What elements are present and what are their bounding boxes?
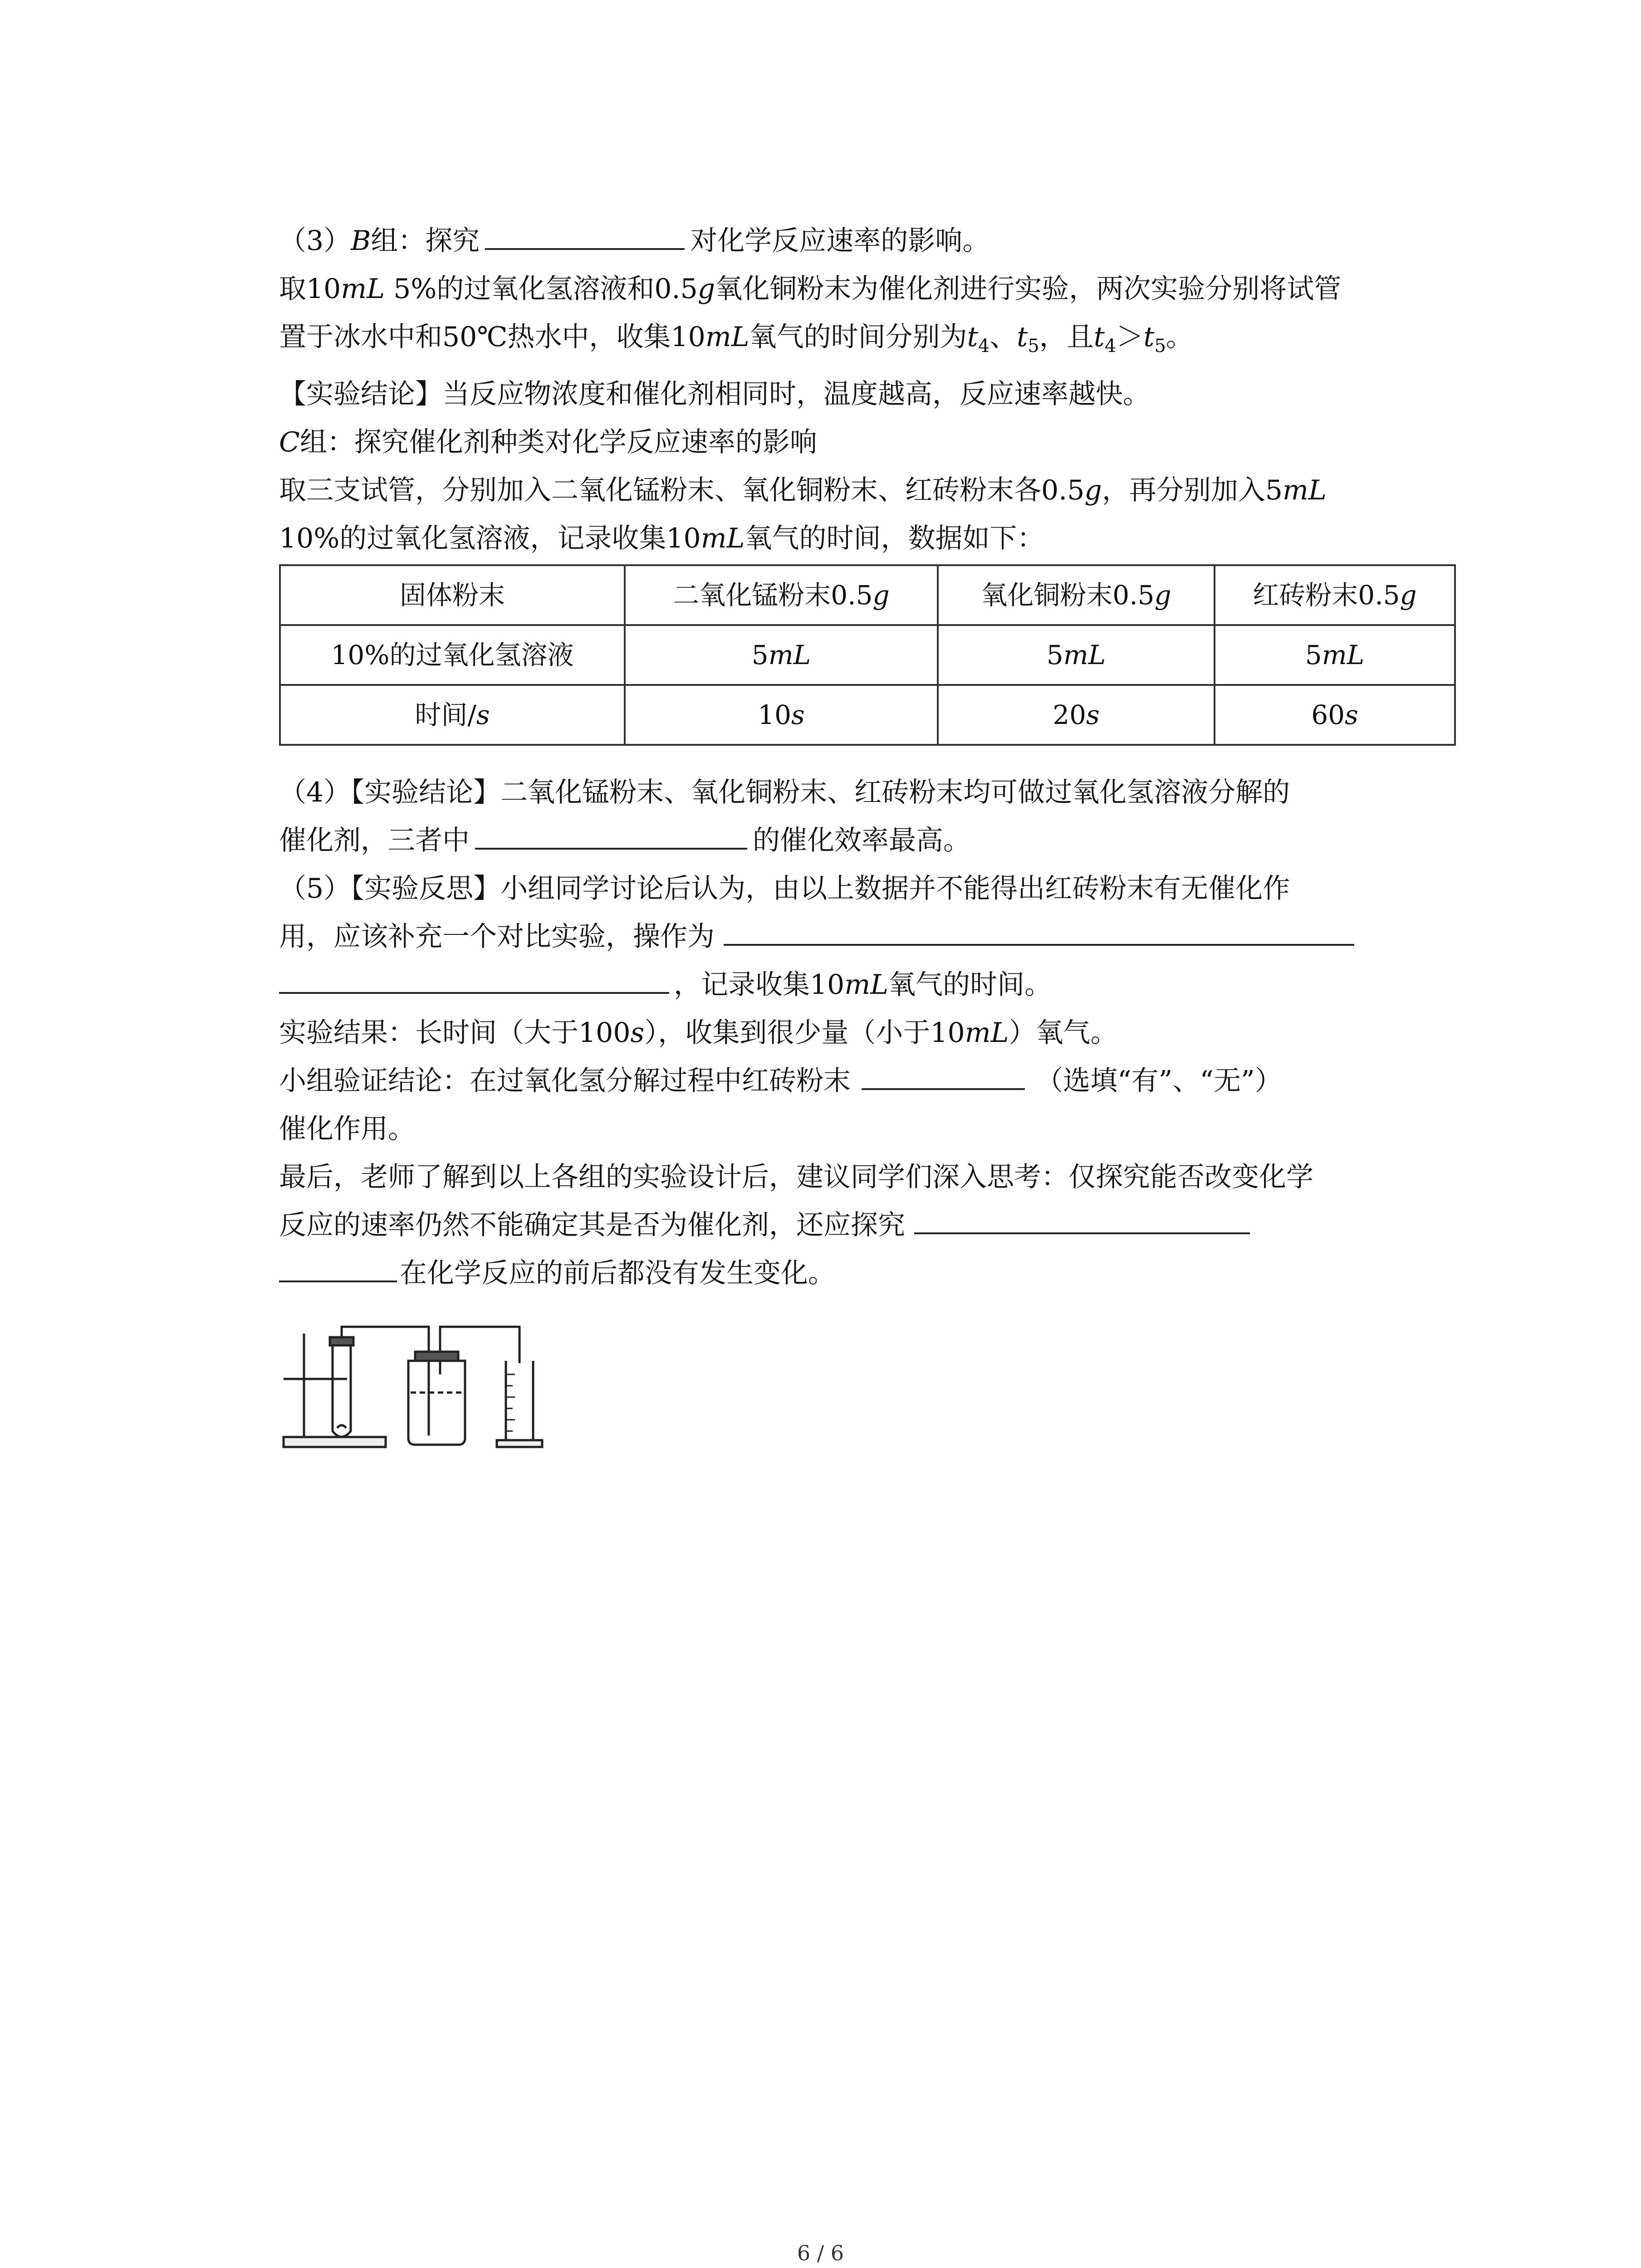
unit: mL <box>1283 474 1327 506</box>
unit: s <box>630 1017 645 1049</box>
q3-line-2 <box>279 265 1454 313</box>
test-tube <box>333 1343 351 1437</box>
final-line-2 <box>279 1201 1454 1249</box>
cell-text: 60 <box>1311 699 1345 730</box>
text: 置于冰水中和50℃热水中，收集10 <box>279 321 705 353</box>
cell-text: 氧化铜粉末0.5 <box>981 580 1155 611</box>
answer-blank-6a[interactable] <box>914 1209 1250 1234</box>
answer-blank-6b[interactable] <box>279 1257 397 1282</box>
cell-text: 20 <box>1053 699 1087 730</box>
final-line-3 <box>279 1249 1454 1297</box>
answer-blank-4[interactable] <box>475 824 747 850</box>
text: 取三支试管，分别加入二氧化锰粉末、氧化铜粉末、红砖粉末各0.5 <box>279 474 1085 506</box>
unit: mL <box>1322 640 1365 670</box>
text: 、 <box>989 321 1017 353</box>
table-cell <box>1215 625 1455 685</box>
text: 取10 <box>279 273 341 305</box>
table-cell <box>1215 685 1455 745</box>
text: （选填“有”、“无”） <box>1036 1065 1282 1097</box>
text: 5%的过氧化氢溶液和0.5 <box>385 273 698 305</box>
q5-result <box>279 1009 1454 1057</box>
unit: s <box>791 699 805 730</box>
q5-line-1: （5）【实验反思】小组同学讨论后认为，由以上数据并不能得出红砖粉末有无催化作 <box>279 873 1290 904</box>
q4-line-2 <box>279 816 1454 865</box>
data-table <box>279 564 1456 746</box>
text: 10%的过氧化氢溶液，记录收集10 <box>279 523 701 554</box>
subscript: 5 <box>1154 336 1166 357</box>
table-cell <box>625 685 938 745</box>
q3-text: 组：探究 <box>371 225 480 257</box>
unit: mL <box>1063 640 1106 670</box>
text: ＞ <box>1116 321 1144 353</box>
text: 小组验证结论：在过氧化氢分解过程中红砖粉末 <box>279 1065 851 1097</box>
symbol-t: t <box>1017 321 1028 353</box>
table-cell <box>938 565 1215 625</box>
answer-blank-3[interactable] <box>485 225 685 250</box>
unit: g <box>872 580 890 611</box>
group-c-line-3 <box>279 514 1454 562</box>
unit: g <box>1400 580 1417 611</box>
unit: g <box>697 273 715 305</box>
stand-base <box>284 1437 386 1447</box>
cell-text: 10%的过氧化氢溶液 <box>331 640 574 670</box>
answer-blank-5a[interactable] <box>724 920 1354 946</box>
answer-blank-5b[interactable] <box>279 968 669 994</box>
text: 的催化效率最高。 <box>753 825 970 856</box>
delivery-tube-1 <box>342 1327 429 1354</box>
q5-verify <box>279 1057 1454 1105</box>
cell-text: 固体粉末 <box>399 580 505 611</box>
wash-bottle <box>408 1361 465 1445</box>
q5-verify-end: 催化作用。 <box>279 1113 415 1145</box>
q5-line-3 <box>279 961 1454 1009</box>
unit: mL <box>965 1017 1009 1049</box>
q3-text-end: 对化学反应速率的影响。 <box>690 225 990 257</box>
table-row <box>280 685 1455 745</box>
q3-line-3 <box>279 313 1454 370</box>
group-c-title <box>279 418 1454 466</box>
subscript: 5 <box>1028 336 1039 357</box>
symbol-t: t <box>967 321 978 353</box>
table-cell <box>280 685 625 745</box>
graduated-cylinder <box>506 1361 533 1440</box>
page-number: 6 / 6 <box>797 2241 844 2265</box>
unit: s <box>1086 699 1100 730</box>
table-cell <box>625 565 938 625</box>
cell-text: 红砖粉末0.5 <box>1253 580 1400 611</box>
table-cell <box>938 685 1215 745</box>
unit: mL <box>700 523 745 554</box>
cell-text: 5 <box>751 640 769 670</box>
final-line-1: 最后，老师了解到以上各组的实验设计后，建议同学们深入思考：仅探究能否改变化学 <box>279 1161 1313 1193</box>
table-row <box>280 625 1455 685</box>
table-cell <box>280 565 625 625</box>
text: ，再分别加入5 <box>1102 474 1283 506</box>
text: 反应的速率仍然不能确定其是否为催化剂，还应探究 <box>279 1209 905 1241</box>
text: 实验结果：长时间（大于100 <box>279 1017 631 1049</box>
text: ），收集到很少量（小于10 <box>644 1017 965 1049</box>
powder <box>337 1425 346 1428</box>
cell-text: 10 <box>758 699 792 730</box>
table-cell <box>938 625 1215 685</box>
unit: mL <box>844 969 889 1001</box>
table-cell <box>625 625 938 685</box>
text: 。 <box>1166 321 1193 353</box>
text: 氧气的时间，数据如下： <box>745 523 1044 554</box>
symbol-t: t <box>1143 321 1155 353</box>
cell-text: 时间/ <box>415 699 476 730</box>
unit: g <box>1154 580 1171 611</box>
question-content <box>279 217 1454 1297</box>
q4-line-1: （4）【实验结论】二氧化锰粉末、氧化铜粉末、红砖粉末均可做过氧化氢溶液分解的 <box>279 777 1290 808</box>
table-cell <box>280 625 625 685</box>
text: 在化学反应的前后都没有发生变化。 <box>400 1257 835 1289</box>
unit: g <box>1084 474 1102 506</box>
group-c-line-2 <box>279 466 1454 514</box>
text: ，且 <box>1039 321 1094 353</box>
unit: mL <box>768 640 811 670</box>
cell-text: 二氧化锰粉末0.5 <box>673 580 873 611</box>
text: 组：探究催化剂种类对化学反应速率的影响 <box>299 426 817 458</box>
cylinder-base <box>497 1440 542 1447</box>
unit: s <box>1345 699 1358 730</box>
cell-text: 5 <box>1305 640 1322 670</box>
text: 催化剂，三者中 <box>279 825 470 856</box>
text: 用，应该补充一个对比实验，操作为 <box>279 921 715 953</box>
text: ，记录收集10 <box>674 969 845 1001</box>
group-c-letter: C <box>279 426 300 458</box>
experiment-apparatus-figure <box>279 1320 569 1474</box>
unit: mL <box>705 321 749 353</box>
answer-blank-5c[interactable] <box>862 1065 1025 1090</box>
q3-conclusion: 【实验结论】当反应物浓度和催化剂相同时，温度越高，反应速率越快。 <box>279 378 1150 410</box>
table-cell <box>1215 565 1455 625</box>
unit: s <box>476 699 490 730</box>
tube-stopper <box>330 1337 353 1345</box>
unit: mL <box>341 273 385 305</box>
table-row <box>280 565 1455 625</box>
q3-number: （3） <box>279 225 351 257</box>
bottle-stopper <box>415 1352 458 1361</box>
q5-line-2 <box>279 913 1454 961</box>
text: 氧气的时间分别为 <box>749 321 967 353</box>
q3-line-1 <box>279 217 1454 265</box>
subscript: 4 <box>1104 336 1117 357</box>
text: 氧化铜粉末为催化剂进行实验，两次实验分别将试管 <box>715 273 1342 305</box>
subscript: 4 <box>978 336 990 357</box>
text: 氧气的时间。 <box>888 969 1052 1001</box>
text: ）氧气。 <box>1009 1017 1118 1049</box>
group-b-letter: B <box>351 225 371 257</box>
cell-text: 5 <box>1046 640 1063 670</box>
symbol-t: t <box>1093 321 1105 353</box>
